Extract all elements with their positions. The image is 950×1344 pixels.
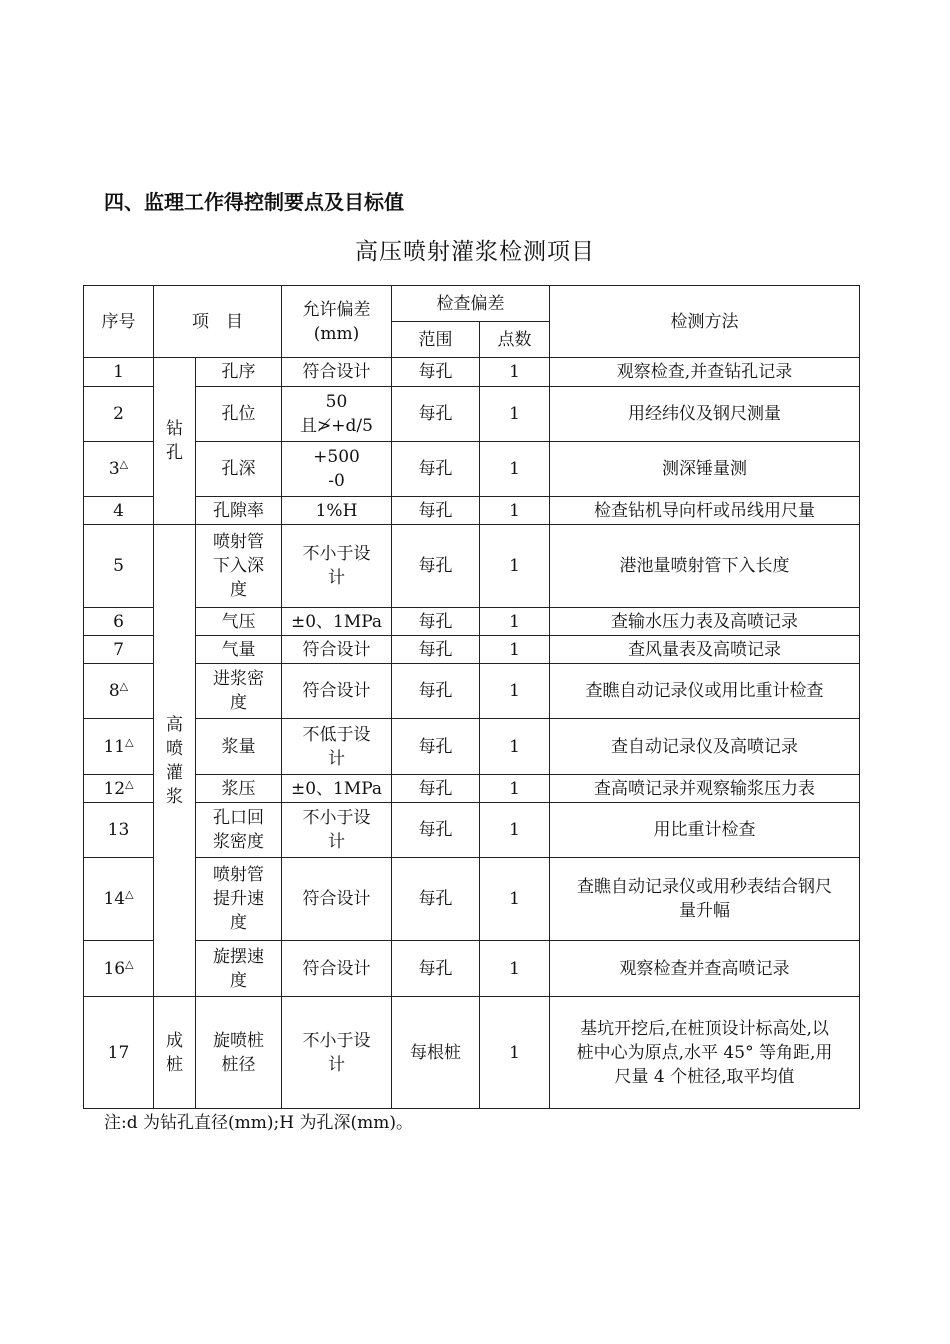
row-tolerance: +500 -0 (282, 442, 392, 497)
table-row (84, 358, 860, 387)
row-item: 进浆密 度 (196, 664, 282, 719)
row-item: 浆压 (196, 775, 282, 803)
seq-number: 1 (113, 362, 124, 382)
table-row (84, 664, 860, 719)
row-item: 喷射管 下入深 度 (196, 525, 282, 608)
row-item: 孔隙率 (196, 497, 282, 525)
header-item: 项 目 (154, 286, 282, 358)
seq-number: 2 (113, 404, 124, 424)
row-range: 每孔 (392, 664, 480, 719)
row-item: 气压 (196, 608, 282, 636)
row-seq (84, 608, 154, 636)
row-range: 每孔 (392, 941, 480, 997)
row-range: 每根桩 (392, 997, 480, 1109)
table-note: 注:d 为钻孔直径(mm);H 为孔深(mm)。 (104, 1113, 413, 1133)
row-points: 1 (480, 941, 550, 997)
row-seq (84, 858, 154, 941)
seq-number: 8 (108, 681, 120, 701)
table-row (84, 719, 860, 775)
table-title: 高压喷射灌浆检测项目 (355, 239, 595, 265)
header-seq: 序号 (84, 286, 154, 358)
seq-number: 12 (103, 778, 126, 799)
table-row (84, 941, 860, 997)
row-method: 查高喷记录并观察输浆压力表 (550, 775, 860, 803)
row-method: 查瞧自动记录仪或用比重计检查 (550, 664, 860, 719)
row-points: 1 (480, 497, 550, 525)
row-method: 查瞧自动记录仪或用秒表结合钢尺 量升幅 (550, 858, 860, 941)
key-item-mark: △ (125, 734, 134, 748)
row-tolerance: ±0、1MPa (282, 775, 392, 803)
row-method: 查输水压力表及高喷记录 (550, 608, 860, 636)
row-tolerance: 符合设计 (282, 358, 392, 387)
seq-number: 6 (113, 611, 124, 632)
seq-number: 11 (103, 736, 126, 757)
row-item: 孔深 (196, 442, 282, 497)
group-pile: 成 桩 (154, 997, 196, 1109)
row-points: 1 (480, 803, 550, 858)
seq-number: 7 (113, 639, 124, 660)
row-tolerance: 符合设计 (282, 941, 392, 997)
row-seq (84, 719, 154, 775)
row-tolerance: 50 且≯+d/5 (282, 387, 392, 442)
row-points: 1 (480, 997, 550, 1109)
header-check: 检查偏差 (392, 286, 550, 322)
row-points: 1 (480, 525, 550, 608)
section-heading: 四、监理工作得控制要点及目标值 (104, 190, 404, 214)
table-row (84, 858, 860, 941)
row-item: 孔口回 浆密度 (196, 803, 282, 858)
table-row (84, 997, 860, 1109)
row-seq (84, 997, 154, 1109)
header-points: 点数 (480, 322, 550, 358)
key-item-mark: △ (119, 457, 129, 471)
row-tolerance: 1%H (282, 497, 392, 525)
header-method: 检测方法 (550, 286, 860, 358)
row-seq (84, 775, 154, 803)
row-points: 1 (480, 858, 550, 941)
row-method: 基坑开挖后,在桩顶设计标高处,以 桩中心为原点,水平 45° 等角距,用 尺量 4 个桩径,取平均值 (550, 997, 860, 1109)
row-seq (84, 525, 154, 608)
row-range: 每孔 (392, 803, 480, 858)
seq-number: 16 (103, 958, 126, 979)
row-points: 1 (480, 387, 550, 442)
row-item: 旋摆速 度 (196, 941, 282, 997)
row-range: 每孔 (392, 858, 480, 941)
row-method: 用比重计检查 (550, 803, 860, 858)
row-points: 1 (480, 664, 550, 719)
row-method: 港池量喷射管下入长度 (550, 525, 860, 608)
seq-number: 13 (107, 820, 130, 840)
table-row (84, 442, 860, 497)
row-range: 每孔 (392, 525, 480, 608)
row-method: 检查钻机导向杆或吊线用尺量 (550, 497, 860, 525)
row-seq (84, 387, 154, 442)
key-item-mark: △ (125, 956, 134, 970)
row-tolerance: 符合设计 (282, 636, 392, 664)
row-tolerance: 不小于设 计 (282, 525, 392, 608)
row-method: 观察检查,并查钻孔记录 (550, 358, 860, 387)
table-row (84, 387, 860, 442)
table-row (84, 608, 860, 636)
row-points: 1 (480, 719, 550, 775)
row-range: 每孔 (392, 497, 480, 525)
header-range: 范围 (392, 322, 480, 358)
row-tolerance: ±0、1MPa (282, 608, 392, 636)
row-points: 1 (480, 442, 550, 497)
row-tolerance: 不低于设 计 (282, 719, 392, 775)
row-seq (84, 497, 154, 525)
table-row (84, 803, 860, 858)
row-range: 每孔 (392, 636, 480, 664)
row-seq (84, 803, 154, 858)
table-body (84, 358, 860, 1109)
seq-number: 5 (113, 556, 124, 576)
row-points: 1 (480, 358, 550, 387)
inspection-table (83, 285, 860, 1109)
seq-number: 4 (113, 500, 124, 521)
row-seq (84, 941, 154, 997)
row-item: 孔位 (196, 387, 282, 442)
key-item-mark: △ (125, 887, 134, 901)
row-range: 每孔 (392, 719, 480, 775)
key-item-mark: △ (125, 776, 134, 790)
row-tolerance: 符合设计 (282, 858, 392, 941)
table-row (84, 775, 860, 803)
row-item: 喷射管 提升速 度 (196, 858, 282, 941)
seq-number: 3 (108, 459, 120, 479)
row-seq (84, 664, 154, 719)
group-drilling: 钻 孔 (154, 358, 196, 525)
table-row (84, 525, 860, 608)
row-method: 用经纬仪及钢尺测量 (550, 387, 860, 442)
row-item: 气量 (196, 636, 282, 664)
row-method: 查自动记录仪及高喷记录 (550, 719, 860, 775)
table-row (84, 636, 860, 664)
group-grouting: 高 喷 灌 浆 (154, 525, 196, 997)
row-range: 每孔 (392, 608, 480, 636)
row-seq (84, 358, 154, 387)
row-range: 每孔 (392, 775, 480, 803)
row-tolerance: 符合设计 (282, 664, 392, 719)
row-points: 1 (480, 775, 550, 803)
table-row (84, 497, 860, 525)
row-points: 1 (480, 636, 550, 664)
row-points: 1 (480, 608, 550, 636)
row-range: 每孔 (392, 387, 480, 442)
key-item-mark: △ (119, 679, 129, 693)
row-item: 旋喷桩 桩径 (196, 997, 282, 1109)
row-range: 每孔 (392, 358, 480, 387)
row-item: 浆量 (196, 719, 282, 775)
row-tolerance: 不小于设 计 (282, 997, 392, 1109)
row-item: 孔序 (196, 358, 282, 387)
row-method: 查风量表及高喷记录 (550, 636, 860, 664)
row-seq (84, 636, 154, 664)
row-method: 观察检查并查高喷记录 (550, 941, 860, 997)
row-method: 测深锤量测 (550, 442, 860, 497)
seq-number: 14 (103, 889, 126, 909)
row-tolerance: 不小于设 计 (282, 803, 392, 858)
row-range: 每孔 (392, 442, 480, 497)
header-tolerance: 允许偏差 (mm) (282, 286, 392, 358)
row-seq (84, 442, 154, 497)
seq-number: 17 (107, 1042, 130, 1063)
